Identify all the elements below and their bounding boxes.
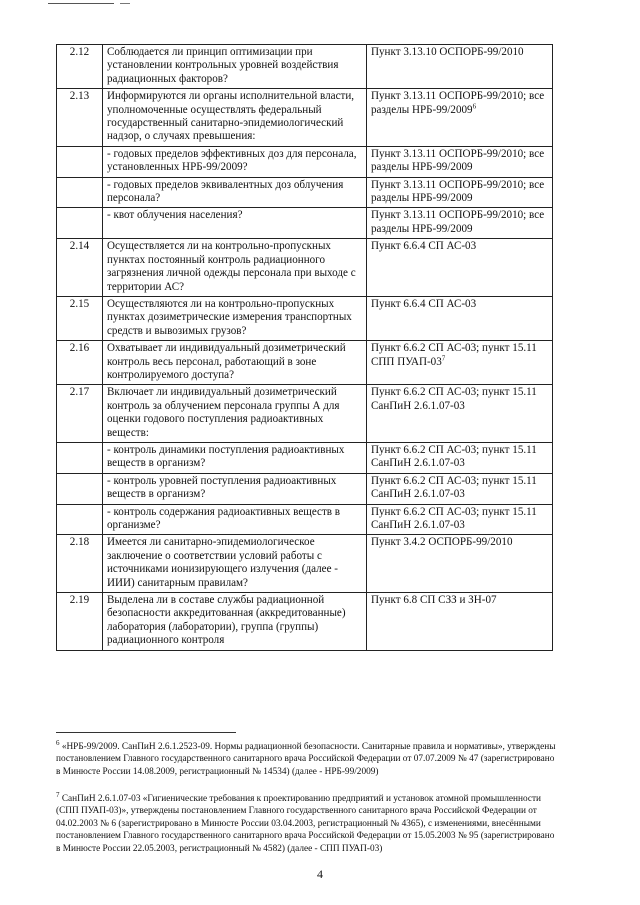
footnote-text: СанПиН 2.6.1.07-03 «Гигиенические требования к проектированию предприятий и установок атомной промышленности (СПП ПУАП-03)», утверждены постановлением Главного государственного санитарного врача Российской Федерации от 04.02.2003 № 6 (зарегистрировано в Минюсте России 03.04.2003, регистрационный № 4365), с изменениями, внесёнными постановлением Главного государственного санитарного врача Российской Федерации от 15.05.2003 № 95 (зарегистрировано в Минюсте России 22.05.2003, регистрационный № 4582) (далее - СПП ПУАП-03) [56,794,555,854]
reference-text: Пункт 3.13.10 ОСПОРБ-99/2010 [371,46,524,58]
question-text: Осуществляются ли на контрольно-пропускных пунктах дозиметрические измерения транспортных средств и вывозимых грузов? [103,296,367,340]
reference-text: Пункт 3.13.11 ОСПОРБ-99/2010; все разделы НРБ-99/2009 [371,178,545,205]
table-row [57,296,553,340]
reference-text: Пункт 6.6.2 СП АС-03; пункт 15.11 СПП ПУАП-03 [371,342,537,368]
page-number: 4 [317,867,323,881]
item-number: 2.16 [57,341,103,385]
table-row [57,504,553,535]
table-row [57,146,553,177]
item-number: 2.18 [57,535,103,593]
table-row [57,593,553,651]
question-text: - годовых пределов эффективных доз для персонала, установленных НРБ-99/2009? [103,146,367,177]
item-number [57,146,103,177]
item-number: 2.14 [57,239,103,297]
item-number [57,504,103,535]
reference-cell [367,45,553,89]
footnote-reference: 7 [441,353,446,362]
reference-cell [367,385,553,443]
reference-cell [367,208,553,239]
question-text: - контроль содержания радиоактивных веществ в организме? [103,504,367,535]
item-number: 2.12 [57,45,103,89]
question-text: Включает ли индивидуальный дозиметрический контроль за облучением персонала группы А для оценки годового поступления радиоактивных веществ: [103,385,367,443]
item-number [57,177,103,208]
question-text: Соблюдается ли принцип оптимизации при установлении контрольных уровней воздействия радиационных факторов? [103,45,367,89]
reference-text: Пункт 3.13.11 ОСПОРБ-99/2010; все разделы НРБ-99/2009 [371,147,545,174]
reference-cell [367,239,553,297]
reference-text: Пункт 3.13.11 ОСПОРБ-99/2010; все разделы НРБ-99/2009 [371,90,545,116]
question-text: Осуществляется ли на контрольно-пропускных пунктах постоянный контроль радиационного загрязнения личной одежды персонала при выходе с территории АС? [103,239,367,297]
table-row [57,89,553,147]
item-number [57,473,103,504]
question-text: Информируются ли органы исполнительной власти, уполномоченные осуществлять федеральный государственный санитарно-эпидемиологический надзор, о случаях превышения: [103,89,367,147]
reference-text: Пункт 6.6.2 СП АС-03; пункт 15.11 СанПиН 2.6.1.07-03 [371,386,537,412]
reference-text: Пункт 3.4.2 ОСПОРБ-99/2010 [371,536,513,549]
reference-cell [367,177,553,208]
reference-cell [367,89,553,147]
question-text: Выделена ли в составе службы радиационной безопасности аккредитованная (аккредитованные) лаборатория (лаборатории), группа (группы) радиационного контроля [103,593,367,651]
item-number [57,442,103,473]
footnote-mark: 7 [56,790,60,799]
reference-cell [367,296,553,340]
table-row [57,208,553,239]
reference-cell [367,146,553,177]
reference-text: Пункт 3.13.11 ОСПОРБ-99/2010; все разделы НРБ-99/2009 [371,209,545,235]
question-text: Охватывает ли индивидуальный дозиметрический контроль весь персонал, работающий в зоне контролируемого доступа? [103,341,367,385]
question-text: - контроль динамики поступления радиоактивных веществ в организм? [103,442,367,473]
table-row [57,442,553,473]
reference-text: Пункт 6.8 СП СЗЗ и ЗН-07 [371,594,497,607]
reference-cell [367,535,553,593]
top-edge-mark [48,3,114,4]
reference-text: Пункт 6.6.4 СП АС-03 [371,240,477,253]
table-row [57,385,553,443]
reference-text: Пункт 6.6.2 СП АС-03; пункт 15.11 СанПиН 2.6.1.07-03 [371,474,537,501]
table-row [57,535,553,593]
reference-cell [367,593,553,651]
reference-cell [367,504,553,535]
table-row [57,473,553,504]
footnote-6 [56,738,556,778]
question-text: Имеется ли санитарно-эпидемиологическое заключение о соответствии условий работы с источниками ионизирующего излучения (далее - ИИИ) санитарным правилам? [103,535,367,593]
top-edge-mark-small [120,3,130,4]
item-number: 2.13 [57,89,103,147]
question-text: - годовых пределов эквивалентных доз облучения персонала? [103,177,367,208]
table-row [57,45,553,89]
footnote-text: «НРБ-99/2009. СанПиН 2.6.1.2523-09. Нормы радиационной безопасности. Санитарные правила и нормативы», утверждены постановлением Главного государственного санитарного врача Российской Федерации от 07.07.2009 № 47 (зарегистрировано в Минюсте России 14.08.2009, регистрационный № 14534) (далее - НРБ-99/2009) [56,742,556,777]
item-number: 2.15 [57,296,103,340]
question-text: - контроль уровней поступления радиоактивных веществ в организм? [103,473,367,504]
item-number: 2.19 [57,593,103,651]
footnote-reference: 6 [472,101,477,110]
reference-cell [367,442,553,473]
table-row [57,341,553,385]
reference-text: Пункт 6.6.4 СП АС-03 [371,297,477,310]
footnote-mark: 6 [56,738,60,747]
reference-text: Пункт 6.6.2 СП АС-03; пункт 15.11 СанПиН 2.6.1.07-03 [371,505,537,531]
reference-text: Пункт 6.6.2 СП АС-03; пункт 15.11 СанПиН 2.6.1.07-03 [371,443,537,470]
item-number: 2.17 [57,385,103,443]
table-row [57,239,553,297]
reference-cell [367,341,553,385]
footnote-separator [56,732,236,733]
footnote-7 [56,790,556,855]
table-row [57,177,553,208]
item-number [57,208,103,239]
reference-cell [367,473,553,504]
question-text: - квот облучения населения? [103,208,367,239]
checklist-table [56,44,553,651]
